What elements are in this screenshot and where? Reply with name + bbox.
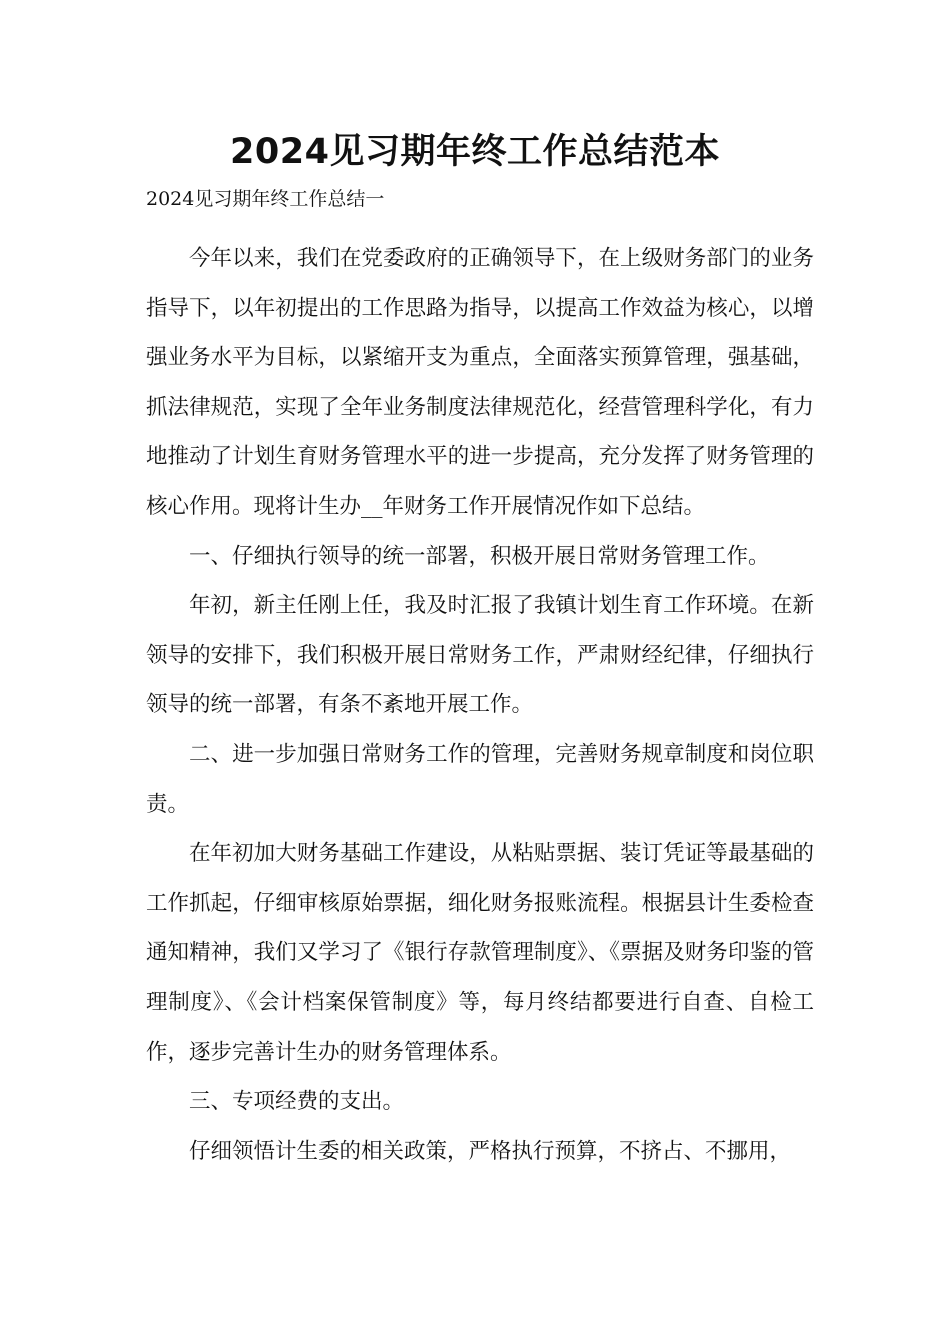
paragraph-section-1: 年初，新主任刚上任，我及时汇报了我镇计划生育工作环境。在新领导的安排下，我们积极开展日常财务工作，严肃财经纪律，仔细执行领导的统一部署，有条不紊地开展工作。 (146, 593, 814, 718)
paragraph-section-2: 在年初加大财务基础工作建设，从粘贴票据、装订凭证等最基础的工作抓起，仔细审核原始票据，细化财务报账流程。根据县计生委检查通知精神，我们又学习了《银行存款管理制度》、《票据及财务印鉴的管理制度》、《会计档案保管制度》等，每月终结都要进行自查、自检工作，逐步完善计生办的财务管理体系。 (146, 841, 814, 1065)
section-heading-2: 二、进一步加强日常财务工作的管理，完善财务规章制度和岗位职责。 (146, 741, 814, 817)
document-body (146, 234, 814, 1176)
paragraph-intro: 今年以来，我们在党委政府的正确领导下，在上级财务部门的业务指导下，以年初提出的工作思路为指导，以提高工作效益为核心，以增强业务水平为目标，以紧缩开支为重点，全面落实预算管理，强基础，抓法律规范，实现了全年业务制度法律规范化，经营管理科学化，有力地推动了计划生育财务管理水平的进一步提高，充分发挥了财务管理的核心作用。现将计生办__年财务工作开展情况作如下总结。 (146, 246, 814, 519)
paragraph-section-3: 仔细领悟计生委的相关政策，严格执行预算，不挤占、不挪用， (189, 1138, 792, 1164)
section-heading-1: 一、仔细执行领导的统一部署，积极开展日常财务管理工作。 (189, 543, 770, 569)
document-title: 2024见习期年终工作总结范本 (230, 132, 720, 172)
section-heading-3: 三、专项经费的支出。 (189, 1089, 405, 1115)
document-subtitle: 2024见习期年终工作总结一 (146, 188, 385, 210)
